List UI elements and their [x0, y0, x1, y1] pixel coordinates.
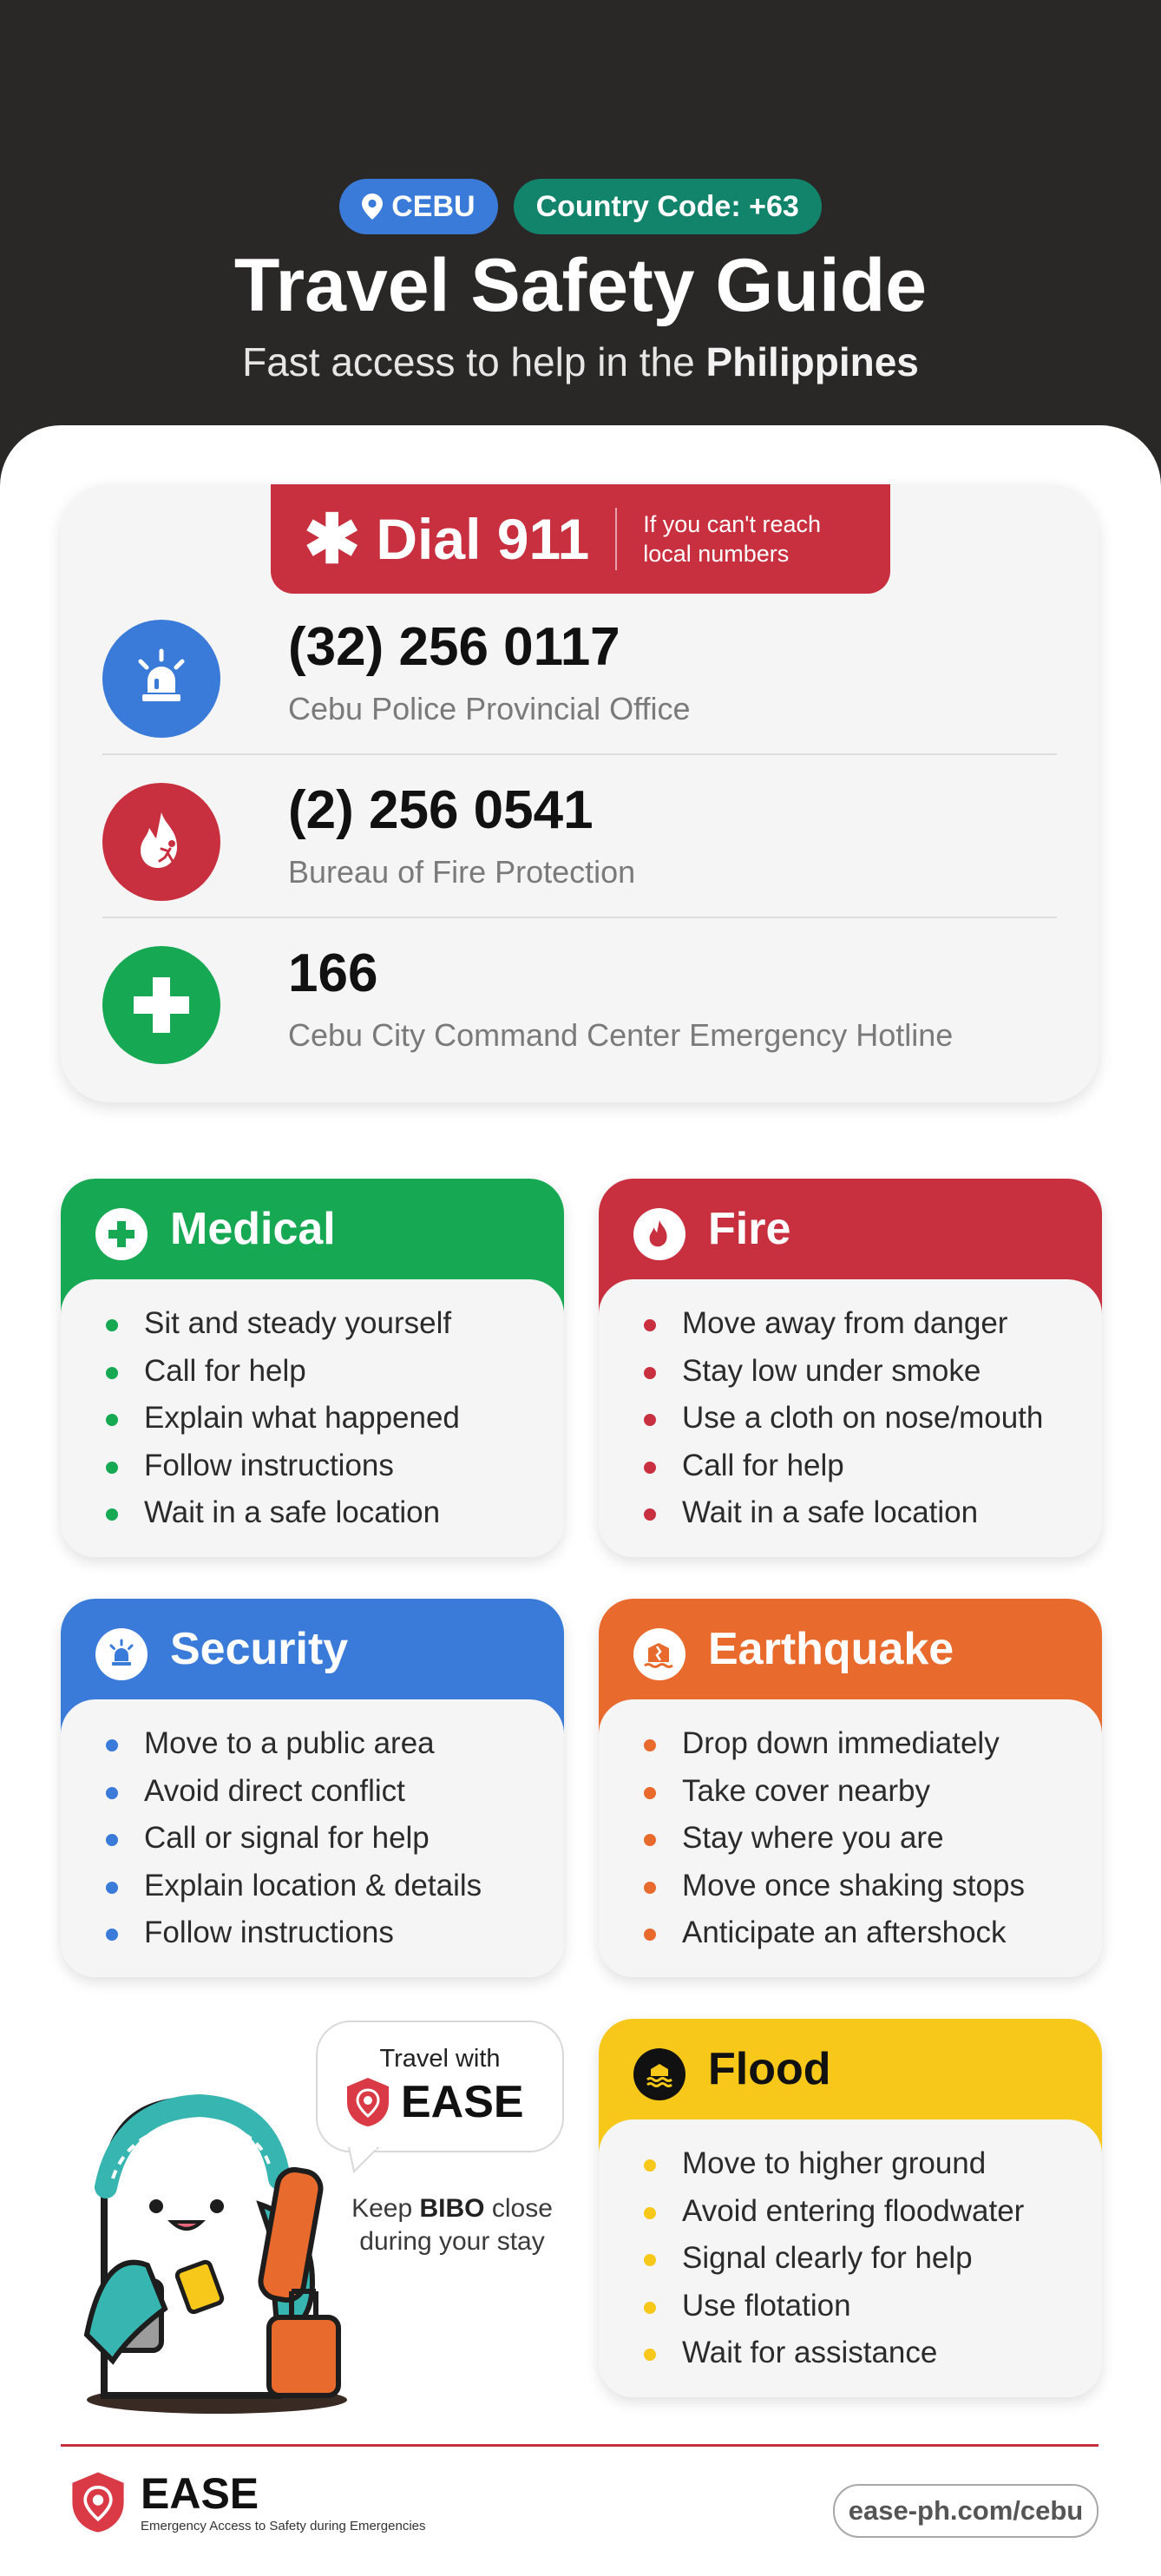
- mascot-name: BIBO: [419, 2194, 485, 2223]
- contact-number: (32) 256 0117: [288, 617, 620, 677]
- list-item: Stay where you are: [644, 1815, 1102, 1863]
- list-item: Anticipate an aftershock: [644, 1909, 1102, 1957]
- page-title: Travel Safety Guide: [233, 244, 928, 327]
- list-item: Wait for assistance: [644, 2330, 1102, 2377]
- security-card: [61, 1599, 564, 1977]
- contact-label: Cebu Police Provincial Office: [288, 691, 691, 726]
- earthquake-steps: [599, 1699, 1102, 1957]
- list-item: Wait in a safe location: [644, 1489, 1102, 1537]
- list-item: Signal clearly for help: [644, 2235, 1102, 2283]
- footer-divider: [61, 2444, 1099, 2447]
- medical-cross-icon: [95, 1208, 148, 1260]
- fire-steps: [599, 1279, 1102, 1537]
- medical-card: [61, 1179, 564, 1557]
- footer-brand-name: EASE: [141, 2468, 259, 2518]
- list-item: Take cover nearby: [644, 1768, 1102, 1816]
- earthquake-card-title: Earthquake: [708, 1624, 954, 1674]
- list-item: Use flotation: [644, 2283, 1102, 2330]
- contact-number: (2) 256 0541: [288, 780, 594, 840]
- city-label: CEBU: [391, 189, 476, 223]
- list-item: Stay low under smoke: [644, 1348, 1102, 1396]
- asterisk-icon: ✱: [304, 501, 361, 577]
- ease-speech-bubble: [316, 2021, 564, 2152]
- security-card-body: [61, 1699, 564, 1977]
- flood-card-title: Flood: [708, 2044, 831, 2094]
- footer-logo: [68, 2470, 426, 2534]
- fire-card: [599, 1179, 1102, 1557]
- list-item: Move to higher ground: [644, 2140, 1102, 2188]
- dial-divider: [615, 508, 617, 570]
- list-item: Wait in a safe location: [106, 1489, 564, 1537]
- ease-shield-icon: [68, 2470, 128, 2534]
- country-code-label: Country Code: +63: [535, 189, 799, 223]
- contact-number: 166: [288, 943, 378, 1003]
- keep-bibo-text: Keep BIBO close during your stay: [351, 2194, 553, 2256]
- bubble-tail: [347, 2147, 390, 2173]
- contact-fire[interactable]: [102, 774, 1057, 904]
- flood-icon: [633, 2048, 685, 2100]
- contact-divider: [102, 753, 1057, 755]
- list-item: Follow instructions: [106, 1442, 564, 1490]
- subtitle-prefix: Fast access to help in the: [242, 339, 706, 384]
- list-item: Use a cloth on nose/mouth: [644, 1395, 1102, 1442]
- list-item: Call for help: [644, 1442, 1102, 1490]
- footer-tagline: Emergency Access to Safety during Emergencies: [141, 2518, 426, 2533]
- list-item: Avoid direct conflict: [106, 1768, 564, 1816]
- list-item: Explain what happened: [106, 1395, 564, 1442]
- emergency-contacts-panel: [61, 484, 1099, 1102]
- list-item: Call or signal for help: [106, 1815, 564, 1863]
- location-pin-icon: [362, 194, 383, 220]
- list-item: Move once shaking stops: [644, 1863, 1102, 1910]
- security-steps: [61, 1699, 564, 1957]
- header-pills: [0, 179, 1161, 234]
- earthquake-card: [599, 1599, 1102, 1977]
- list-item: Call for help: [106, 1348, 564, 1396]
- medical-card-title: Medical: [170, 1204, 336, 1254]
- earthquake-card-body: [599, 1699, 1102, 1977]
- security-card-title: Security: [170, 1624, 349, 1674]
- dial-note: If you can't reach local numbers: [643, 511, 821, 567]
- dial-911-label: Dial 911: [376, 507, 590, 571]
- flood-card-body: [599, 2119, 1102, 2397]
- list-item: Sit and steady yourself: [106, 1300, 564, 1348]
- contact-police[interactable]: [102, 611, 1057, 741]
- list-item: Follow instructions: [106, 1909, 564, 1957]
- ease-brand: [344, 2076, 524, 2128]
- page-subtitle: [0, 338, 1161, 385]
- city-badge: [339, 179, 497, 234]
- list-item: Drop down immediately: [644, 1720, 1102, 1768]
- earthquake-icon: [633, 1628, 685, 1680]
- contact-label: Bureau of Fire Protection: [288, 854, 636, 890]
- fire-card-body: [599, 1279, 1102, 1557]
- list-item: Explain location & details: [106, 1863, 564, 1910]
- list-item: Avoid entering floodwater: [644, 2188, 1102, 2236]
- dial-911-banner[interactable]: [271, 484, 890, 594]
- fire-card-title: Fire: [708, 1204, 791, 1254]
- police-siren-icon: [95, 1628, 148, 1680]
- medical-card-body: [61, 1279, 564, 1557]
- medical-cross-icon: [102, 946, 220, 1064]
- contact-label: Cebu City Command Center Emergency Hotline: [288, 1017, 954, 1053]
- travel-with-label: Travel with: [379, 2045, 501, 2073]
- flood-steps: [599, 2119, 1102, 2377]
- flood-card: [599, 2019, 1102, 2397]
- contact-divider: [102, 917, 1057, 918]
- contact-hotline[interactable]: [102, 937, 1057, 1068]
- subtitle-country: Philippines: [705, 339, 919, 384]
- medical-steps: [61, 1279, 564, 1537]
- list-item: Move away from danger: [644, 1300, 1102, 1348]
- country-code-badge: [514, 179, 822, 234]
- fire-icon: [102, 783, 220, 901]
- police-siren-icon: [102, 620, 220, 738]
- website-link[interactable]: ease-ph.com/cebu: [833, 2484, 1099, 2538]
- hero-header: [0, 0, 1161, 486]
- fire-icon: [633, 1208, 685, 1260]
- ease-brand-name: EASE: [401, 2077, 524, 2127]
- ease-shield-icon: [344, 2076, 392, 2128]
- list-item: Move to a public area: [106, 1720, 564, 1768]
